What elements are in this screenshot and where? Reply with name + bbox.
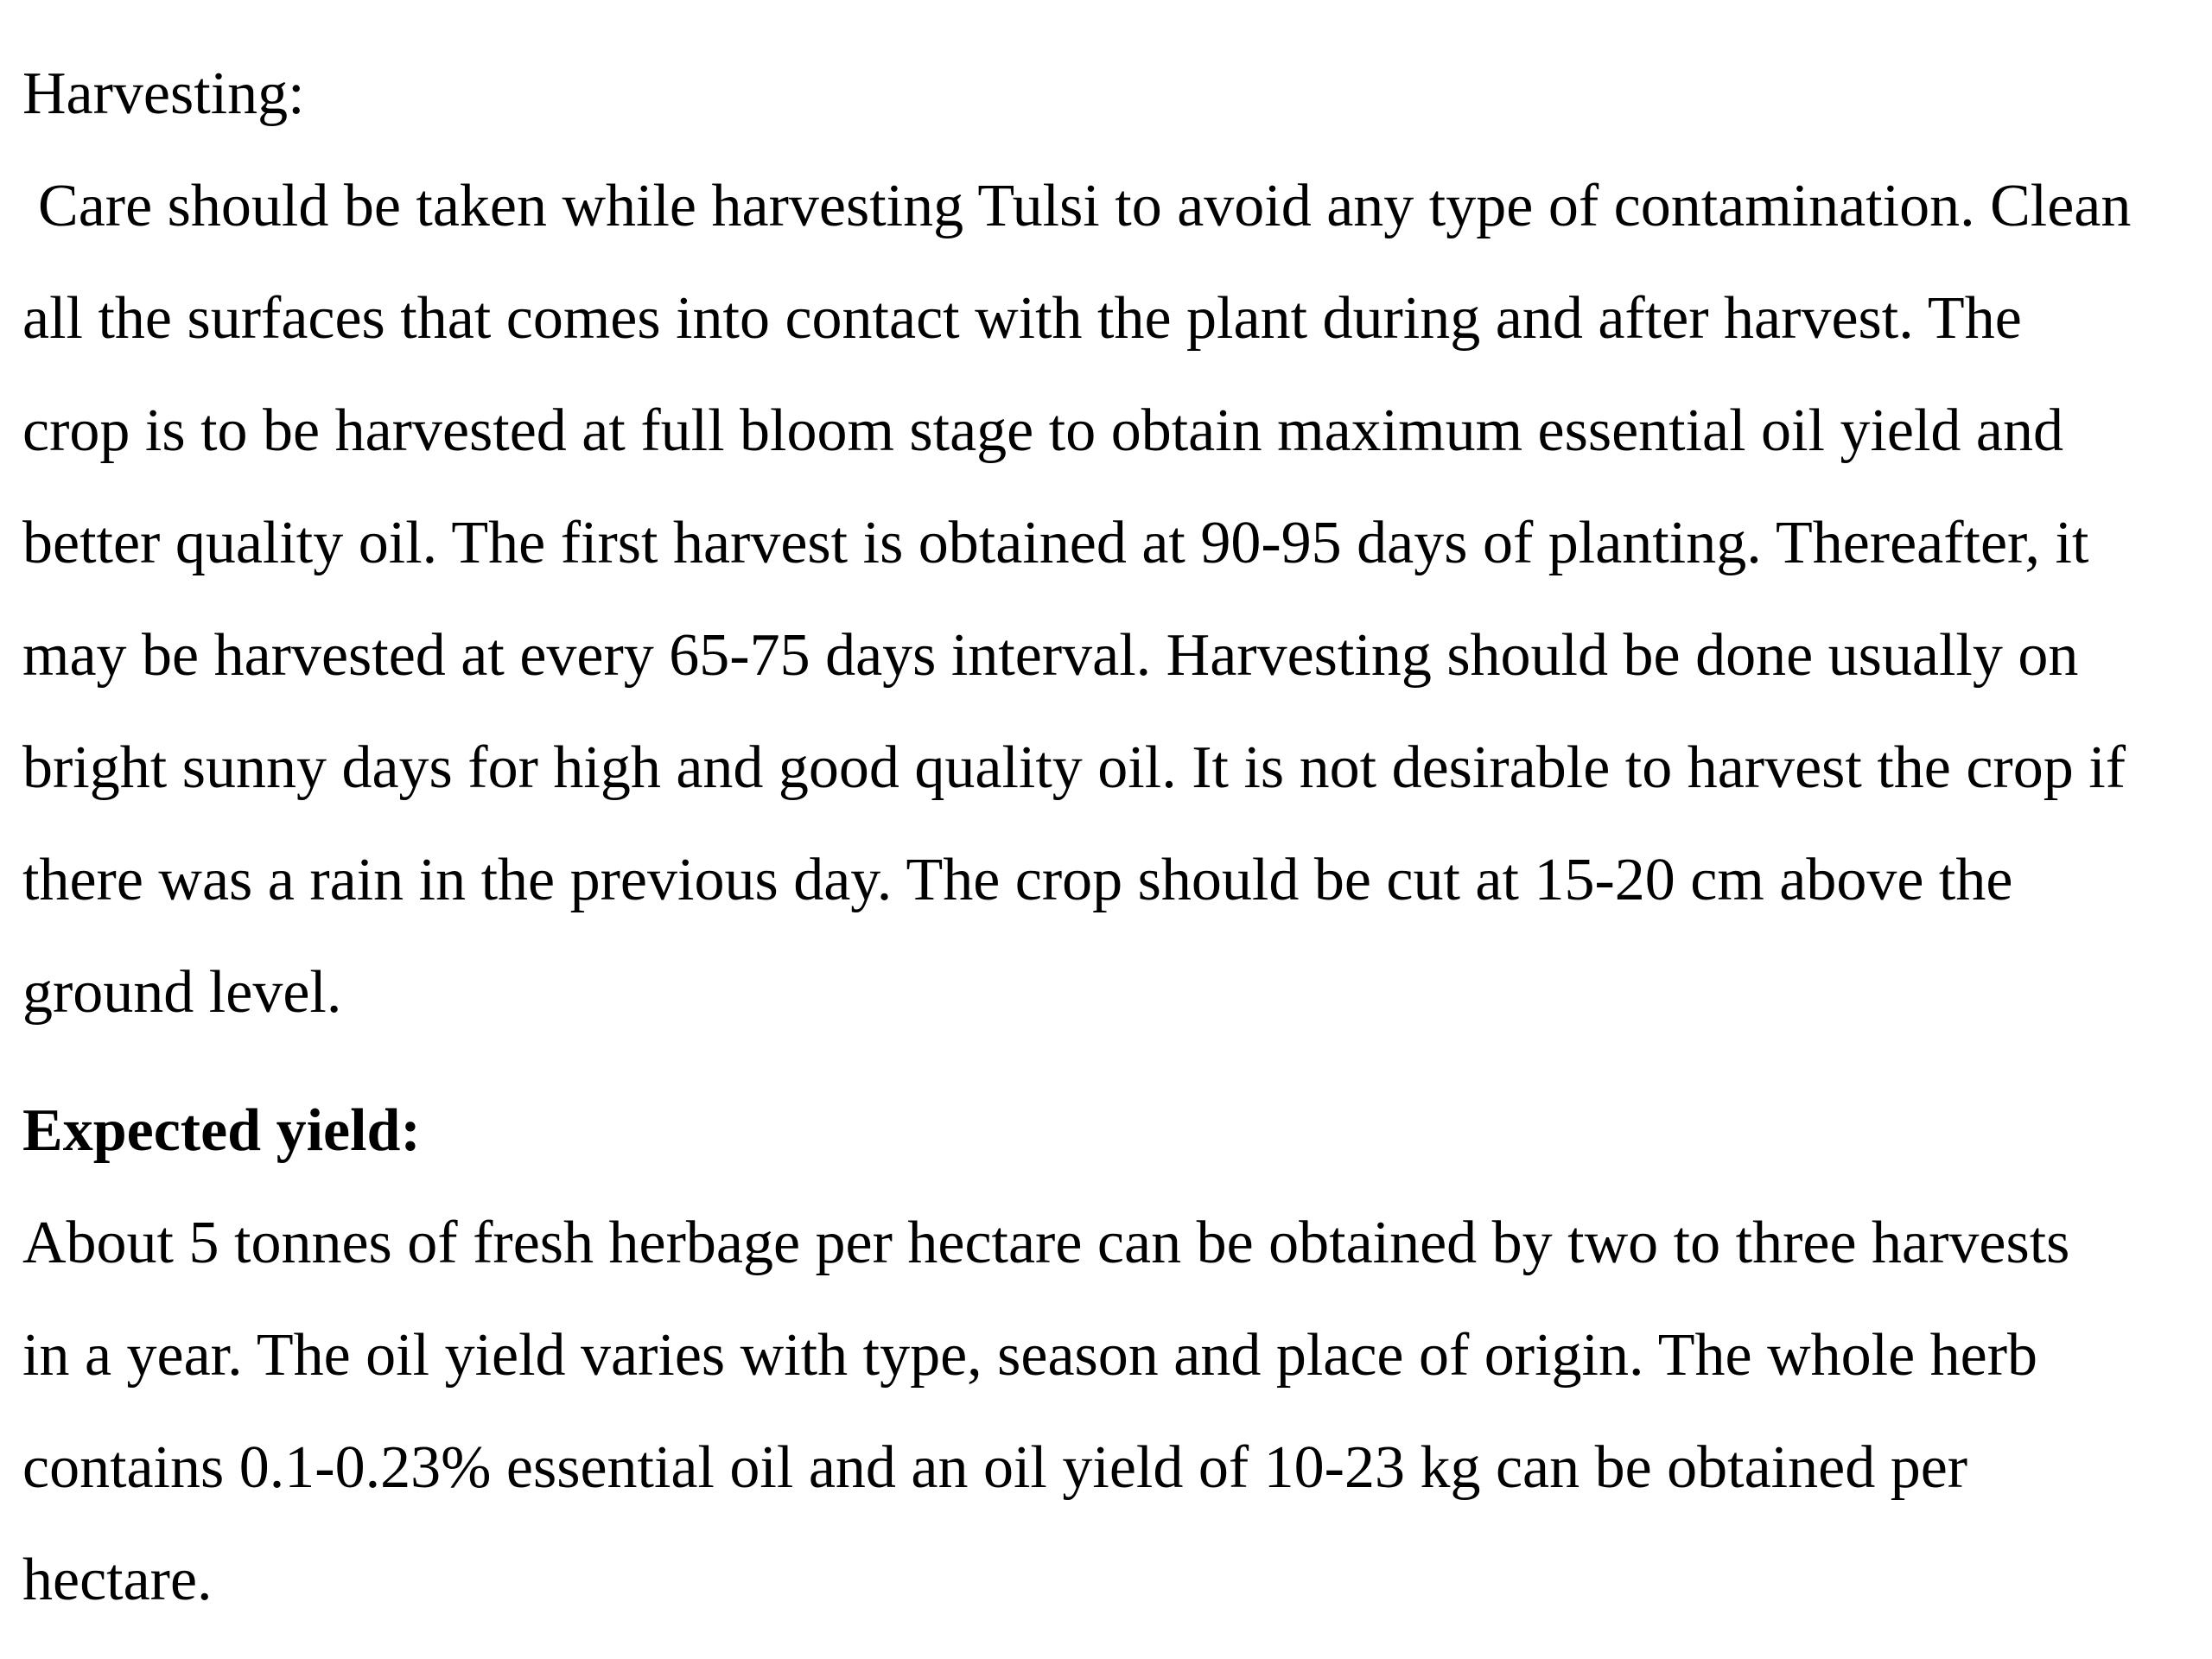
harvesting-line-2: all the surfaces that comes into contact with the plant during and after harvest. The [22, 285, 2022, 352]
harvesting-line-4: better quality oil. The first harvest is obtained at 90-95 days of planting. Thereafter, it [22, 510, 2089, 576]
expected-yield-line-4: hectare. [22, 1547, 213, 1613]
harvesting-line-5: may be harvested at every 65-75 days interval. Harvesting should be done usually on [22, 622, 2079, 689]
expected-yield-line-3: contains 0.1-0.23% essential oil and an oil yield of 10-23 kg can be obtained per [22, 1434, 1968, 1501]
expected-yield-line-2: in a year. The oil yield varies with type, season and place of origin. The whole herb [22, 1322, 2038, 1389]
harvesting-line-1: Care should be taken while harvesting Tulsi to avoid any type of contamination. Clean [38, 173, 2132, 239]
document-page [22, 0, 2200, 1659]
harvesting-line-8: ground level. [22, 959, 342, 1026]
harvesting-heading: Harvesting: [22, 60, 305, 127]
harvesting-line-6: bright sunny days for high and good quality oil. It is not desirable to harvest the crop if [22, 734, 2126, 801]
expected-yield-line-1: About 5 tonnes of fresh herbage per hectare can be obtained by two to three harvests [22, 1210, 2070, 1276]
harvesting-line-3: crop is to be harvested at full bloom stage to obtain maximum essential oil yield and [22, 397, 2063, 464]
expected-yield-heading: Expected yield: [22, 1097, 421, 1164]
harvesting-line-7: there was a rain in the previous day. The crop should be cut at 15-20 cm above the [22, 847, 2013, 913]
